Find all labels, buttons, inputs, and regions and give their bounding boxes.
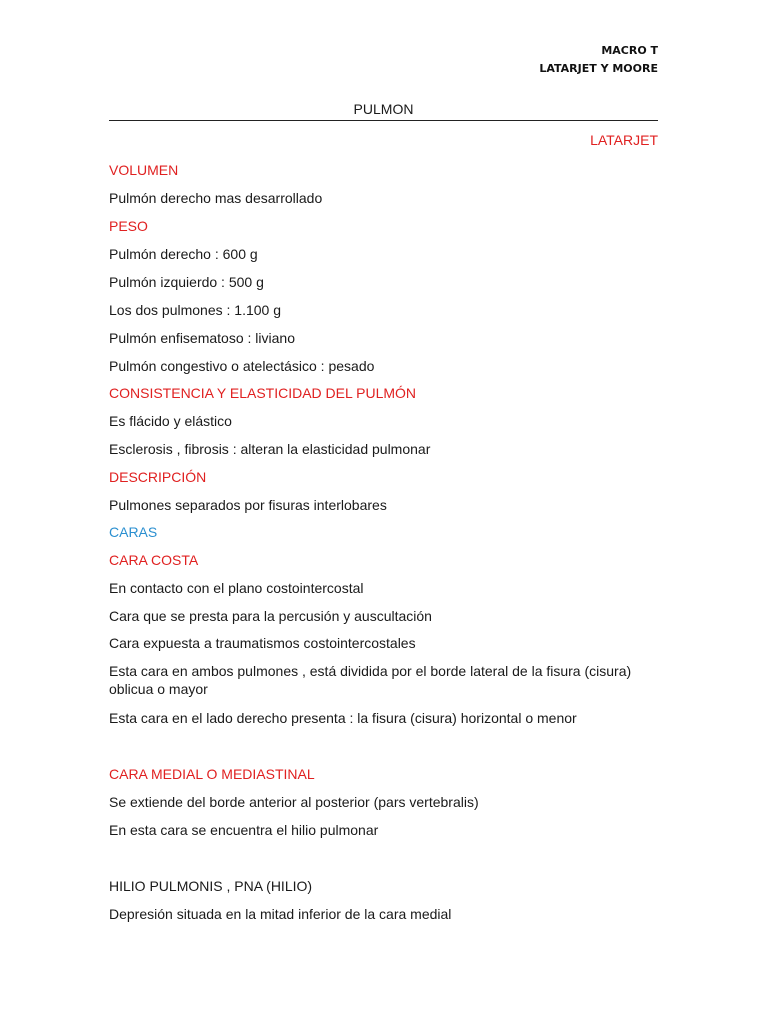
page-title: PULMON: [109, 101, 658, 121]
section-heading-hilio: HILIO PULMONIS , PNA (HILIO): [109, 878, 313, 894]
body-line: En esta cara se encuentra el hilio pulmonar: [109, 822, 379, 838]
section-heading-cara-medial: CARA MEDIAL O MEDIASTINAL: [109, 766, 315, 782]
body-line: Cara que se presta para la percusión y auscultación: [109, 608, 432, 624]
source-label: LATARJET: [590, 132, 658, 148]
body-line: Es flácido y elástico: [109, 413, 232, 429]
body-line: Pulmón derecho mas desarrollado: [109, 190, 323, 206]
section-heading-cara-costa: CARA COSTA: [109, 552, 199, 568]
header-course: MACRO T: [601, 44, 658, 57]
body-line: Cara expuesta a traumatismos costointercostales: [109, 635, 416, 651]
section-heading-consistencia: CONSISTENCIA Y ELASTICIDAD DEL PULMÓN: [109, 385, 417, 401]
section-heading-volumen: VOLUMEN: [109, 162, 179, 178]
section-heading-caras: CARAS: [109, 524, 158, 540]
body-line: Depresión situada en la mitad inferior de la cara medial: [109, 906, 452, 922]
body-line: Esta cara en el lado derecho presenta : la fisura (cisura) horizontal o menor: [109, 710, 577, 726]
body-line: Se extiende del borde anterior al posterior (pars vertebralis): [109, 794, 479, 810]
document-header: [539, 42, 658, 78]
body-line: Pulmón enfisematoso : liviano: [109, 330, 295, 346]
body-line: Esta cara en ambos pulmones , está dividida por el borde lateral de la fisura (cisura) oblicua o mayor: [109, 663, 632, 697]
section-heading-descripcion: DESCRIPCIÓN: [109, 469, 207, 485]
body-line: Pulmón izquierdo : 500 g: [109, 274, 264, 290]
section-heading-peso: PESO: [109, 218, 148, 234]
body-line: En contacto con el plano costointercostal: [109, 580, 364, 596]
body-line: Pulmón derecho : 600 g: [109, 246, 258, 262]
header-sources: LATARJET Y MOORE: [539, 62, 658, 75]
body-line: Esclerosis , fibrosis : alteran la elasticidad pulmonar: [109, 441, 431, 457]
body-line: Pulmón congestivo o atelectásico : pesado: [109, 358, 375, 374]
body-line: Pulmones separados por fisuras interlobares: [109, 497, 387, 513]
body-line: Los dos pulmones : 1.100 g: [109, 302, 282, 318]
